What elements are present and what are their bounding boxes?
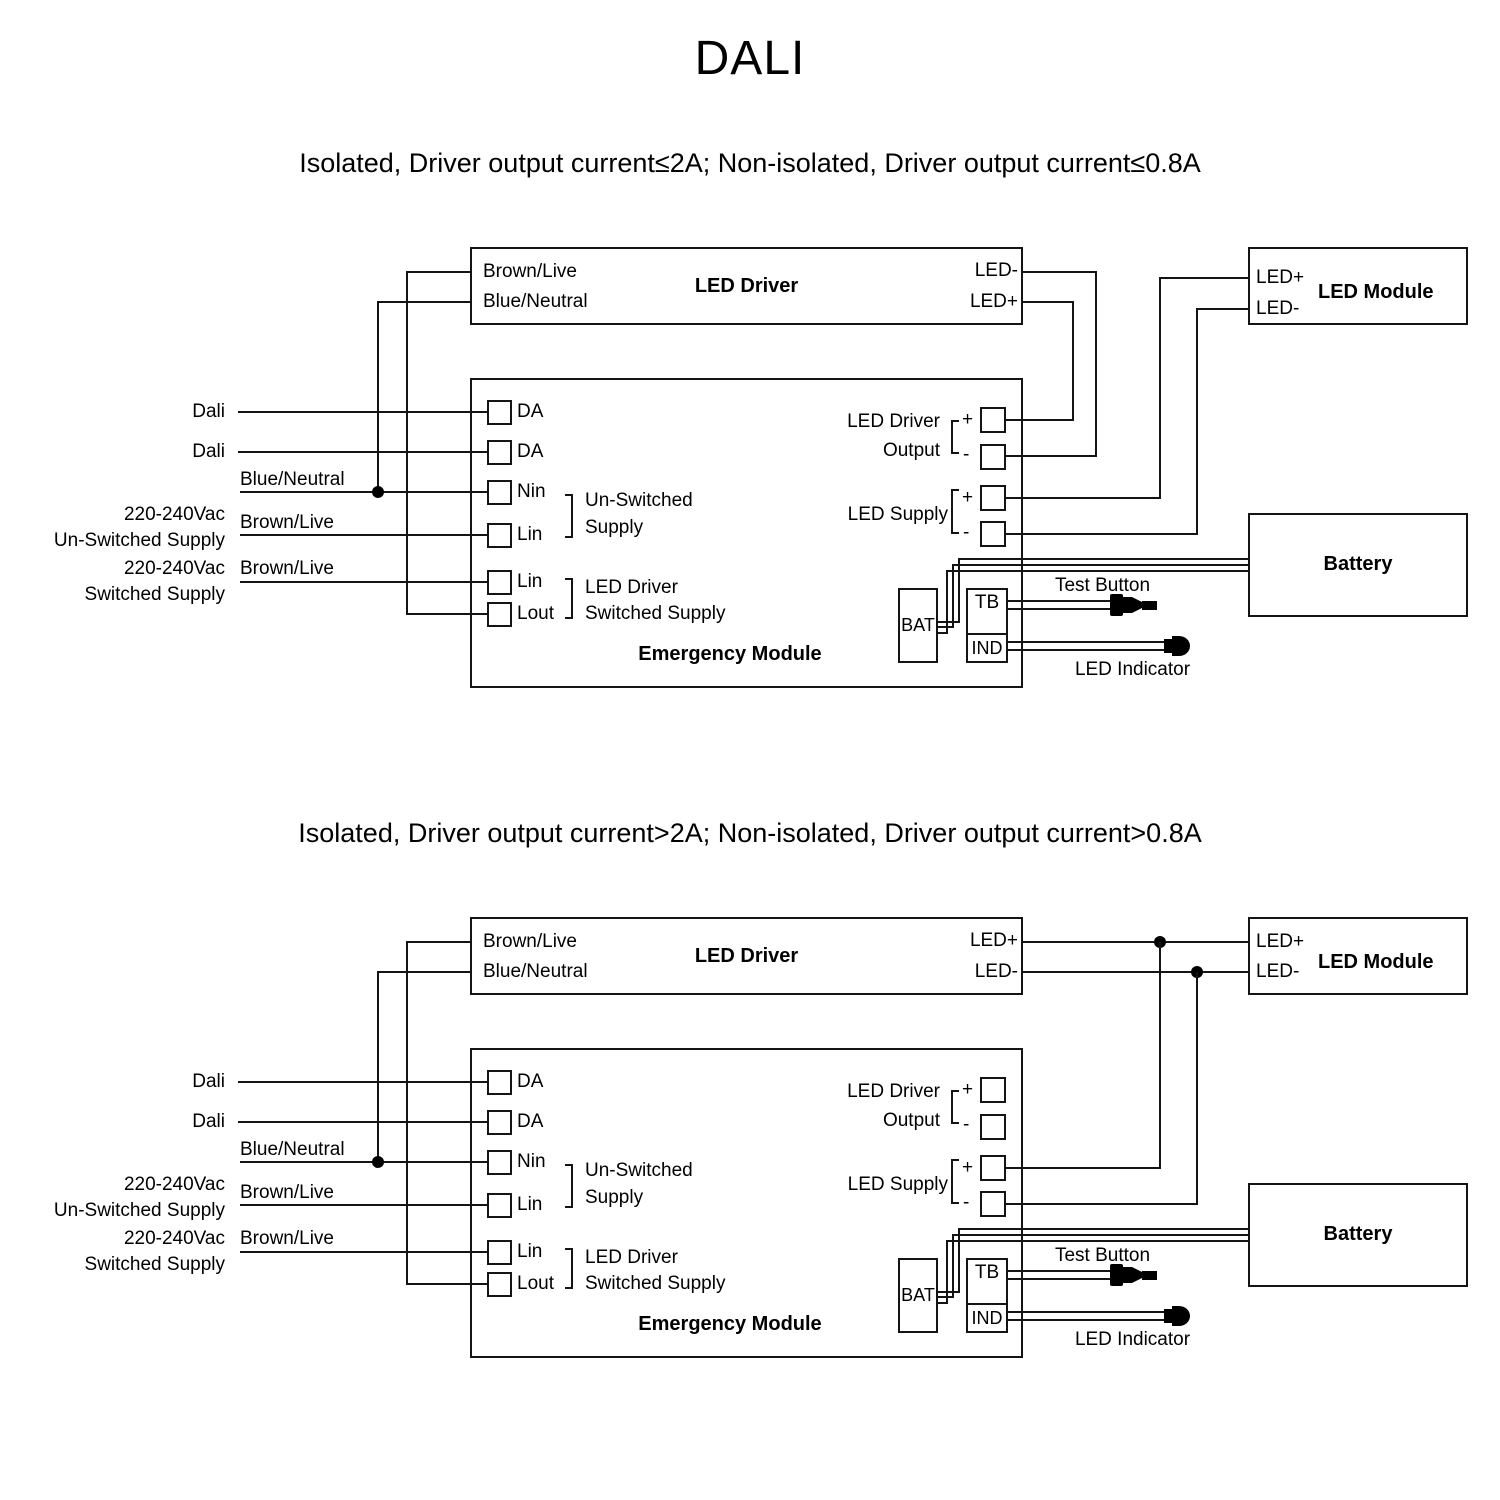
terminal-output-plus — [980, 407, 1006, 433]
label-bracket-switched-1: LED Driver — [585, 1247, 678, 1268]
label-unswitched-supply — [20, 502, 225, 554]
battery-wire1-stub — [938, 621, 960, 623]
emergency-module-title: Emergency Module — [638, 1313, 822, 1335]
wire-supplyminus-h — [1006, 1203, 1198, 1205]
wire-ledminus-direct — [1023, 971, 1248, 973]
wire-supplyplus-v — [1159, 277, 1161, 499]
battery-wire1-v — [958, 1228, 960, 1293]
led-module-terminal-minus: LED- — [1256, 298, 1300, 319]
label-switched-line1: 220-240Vac — [123, 1228, 225, 1249]
wire-ledplus-h1 — [1023, 301, 1074, 303]
wire-lout — [406, 1283, 487, 1285]
led-module-terminal-plus: LED+ — [1256, 931, 1305, 952]
tb-wire-2 — [1008, 608, 1112, 610]
label-led-driver-output-1: LED Driver — [847, 411, 940, 432]
terminal-da2 — [487, 440, 512, 465]
page-title: DALI — [694, 32, 806, 85]
led-indicator-label: LED Indicator — [1074, 659, 1191, 680]
label-unswitched-line2: Un-Switched Supply — [53, 1200, 225, 1221]
led-driver-output-top: LED- — [974, 260, 1018, 281]
bracket-unswitched — [565, 1164, 573, 1208]
label-bracket-unswitched-2: Supply — [585, 1187, 644, 1208]
emergency-module-box — [470, 1048, 1023, 1358]
trunk-blue-neutral — [377, 971, 379, 1163]
emergency-module-title: Emergency Module — [638, 643, 822, 665]
ind-label: IND — [971, 1308, 1003, 1328]
label-output-plus: + — [962, 409, 974, 430]
battery-wire3-h — [947, 1240, 1248, 1242]
terminal-label-da1: DA — [517, 401, 544, 422]
led-driver-output-bottom: LED+ — [969, 291, 1018, 312]
label-bracket-unswitched-2: Supply — [585, 517, 644, 538]
terminal-label-da2: DA — [517, 441, 544, 462]
terminal-supply-plus — [980, 1155, 1006, 1181]
label-switched-supply — [20, 1226, 225, 1278]
terminal-label-lin1: Lin — [517, 524, 543, 545]
emergency-module-box — [470, 378, 1023, 688]
terminal-lin2 — [487, 570, 512, 595]
tb-label: TB — [974, 592, 1000, 613]
wire-driver-neutral — [378, 971, 470, 973]
battery-wire2-h — [953, 564, 1248, 566]
label-brown-live-2: Brown/Live — [240, 1228, 334, 1249]
wire-dali-2 — [238, 451, 487, 453]
label-bracket-switched-1: LED Driver — [585, 577, 678, 598]
wire-supplyminus-h1 — [1006, 533, 1198, 535]
battery-title: Battery — [1323, 1223, 1393, 1245]
wire-brown-live-switched — [240, 581, 487, 583]
label-supply-plus: + — [962, 1157, 974, 1178]
test-button-label: Test Button — [1054, 1245, 1151, 1266]
label-supply-minus: - — [963, 1192, 970, 1213]
label-unswitched-line1: 220-240Vac — [123, 1174, 225, 1195]
label-supply-plus: + — [962, 487, 974, 508]
label-led-supply: LED Supply — [847, 1174, 948, 1195]
bracket-switched — [565, 1248, 573, 1289]
label-blue-neutral: Blue/Neutral — [240, 1139, 345, 1160]
terminal-label-lout: Lout — [517, 1273, 554, 1294]
led-driver-input-live: Brown/Live — [483, 261, 577, 282]
wire-driver-live — [406, 271, 470, 273]
led-module-terminal-minus: LED- — [1256, 961, 1300, 982]
wire-blue-neutral — [240, 1161, 487, 1163]
led-indicator-icon — [1164, 634, 1198, 658]
wire-supplyminus-h2 — [1196, 308, 1248, 310]
bracket-switched — [565, 578, 573, 619]
led-driver-output-top: LED+ — [969, 930, 1018, 951]
battery-wire3-stub — [938, 1302, 948, 1304]
terminal-lin1 — [487, 523, 512, 548]
wire-blue-neutral — [240, 491, 487, 493]
bat-label: BAT — [901, 1285, 935, 1305]
wire-ledminus-h2 — [1006, 455, 1097, 457]
terminal-supply-plus — [980, 485, 1006, 511]
battery-title: Battery — [1323, 553, 1393, 575]
ind-wire-1 — [1008, 641, 1168, 643]
battery-wire1-h — [959, 1228, 1248, 1230]
wire-ledminus-h1 — [1023, 271, 1097, 273]
label-brown-live-2: Brown/Live — [240, 558, 334, 579]
trunk-brown-live — [406, 941, 408, 1285]
label-output-minus: - — [963, 1114, 970, 1135]
label-led-driver-output-2: Output — [882, 440, 940, 461]
terminal-label-lin2: Lin — [517, 1241, 543, 1262]
label-switched-line1: 220-240Vac — [123, 558, 225, 579]
label-led-driver-output-1: LED Driver — [847, 1081, 940, 1102]
label-dali-1: Dali — [192, 1071, 225, 1092]
wire-ledminus-v — [1095, 271, 1097, 457]
diagram-low-current — [0, 0, 1500, 700]
led-driver-input-live: Brown/Live — [483, 931, 577, 952]
trunk-brown-live — [406, 271, 408, 615]
diagram2-subtitle: Isolated, Driver output current>2A; Non-isolated, Driver output current>0.8A — [298, 818, 1202, 848]
label-switched-line2: Switched Supply — [84, 1254, 225, 1275]
label-dali-2: Dali — [192, 441, 225, 462]
terminal-output-minus — [980, 444, 1006, 470]
bracket-unswitched — [565, 494, 573, 538]
battery-wire3-stub — [938, 632, 948, 634]
label-brown-live-1: Brown/Live — [240, 512, 334, 533]
diagram1-subtitle: Isolated, Driver output current≤2A; Non-isolated, Driver output current≤0.8A — [299, 148, 1201, 178]
label-output-plus: + — [962, 1079, 974, 1100]
wire-ledplus-h2 — [1006, 419, 1074, 421]
terminal-lin2 — [487, 1240, 512, 1265]
led-driver-title: LED Driver — [694, 275, 799, 297]
wire-lout — [406, 613, 487, 615]
wire-driver-live — [406, 941, 470, 943]
wire-driver-neutral — [378, 301, 470, 303]
label-switched-line2: Switched Supply — [84, 584, 225, 605]
battery-wire2-v — [952, 564, 954, 628]
label-led-driver-output-2: Output — [882, 1110, 940, 1131]
label-bracket-switched-2: Switched Supply — [585, 603, 726, 624]
wire-ledplus-direct — [1023, 941, 1248, 943]
terminal-output-minus — [980, 1114, 1006, 1140]
terminal-nin — [487, 480, 512, 505]
terminal-label-lin1: Lin — [517, 1194, 543, 1215]
wire-supplyplus-h — [1006, 1167, 1161, 1169]
led-module-terminal-plus: LED+ — [1256, 267, 1305, 288]
wire-brown-live-switched — [240, 1251, 487, 1253]
terminal-label-nin: Nin — [517, 481, 546, 502]
battery-wire3-v — [946, 570, 948, 634]
led-driver-input-neutral: Blue/Neutral — [483, 291, 588, 312]
label-output-minus: - — [963, 444, 970, 465]
junction-blue-neutral — [372, 1156, 384, 1168]
wire-supplyplus-h2 — [1159, 277, 1248, 279]
label-bracket-unswitched-1: Un-Switched — [585, 490, 693, 511]
terminal-da2 — [487, 1110, 512, 1135]
wire-supplyminus-v — [1196, 308, 1198, 535]
terminal-nin — [487, 1150, 512, 1175]
ind-wire-2 — [1008, 1319, 1168, 1321]
battery-wire3-v — [946, 1240, 948, 1304]
label-blue-neutral: Blue/Neutral — [240, 469, 345, 490]
wire-dali-2 — [238, 1121, 487, 1123]
tb-ind-divider — [966, 1303, 1008, 1305]
ind-label: IND — [971, 638, 1003, 658]
label-supply-minus: - — [963, 522, 970, 543]
terminal-label-lout: Lout — [517, 603, 554, 624]
led-indicator-label: LED Indicator — [1074, 1329, 1191, 1350]
wire-brown-live-unswitched — [240, 1204, 487, 1206]
led-indicator-icon — [1164, 1304, 1198, 1328]
battery-wire2-v — [952, 1234, 954, 1298]
terminal-label-da1: DA — [517, 1071, 544, 1092]
led-driver-output-bottom: LED- — [974, 961, 1018, 982]
battery-wire2-h — [953, 1234, 1248, 1236]
label-brown-live-1: Brown/Live — [240, 1182, 334, 1203]
tb-wire-1 — [1008, 1270, 1112, 1272]
terminal-output-plus — [980, 1077, 1006, 1103]
bracket-output — [951, 420, 959, 454]
bracket-output — [951, 1090, 959, 1124]
label-bracket-switched-2: Switched Supply — [585, 1273, 726, 1294]
bracket-supply — [951, 489, 959, 534]
terminal-lout — [487, 602, 512, 627]
terminal-label-nin: Nin — [517, 1151, 546, 1172]
tb-label: TB — [974, 1262, 1000, 1283]
led-module-title: LED Module — [1318, 281, 1434, 303]
label-unswitched-line1: 220-240Vac — [123, 504, 225, 525]
label-bracket-unswitched-1: Un-Switched — [585, 1160, 693, 1181]
tb-wire-2 — [1008, 1278, 1112, 1280]
diagram-high-current — [0, 670, 1500, 1370]
tb-wire-1 — [1008, 600, 1112, 602]
junction-blue-neutral — [372, 486, 384, 498]
label-dali-1: Dali — [192, 401, 225, 422]
terminal-lout — [487, 1272, 512, 1297]
terminal-supply-minus — [980, 521, 1006, 547]
terminal-label-da2: DA — [517, 1111, 544, 1132]
wire-dali-1 — [238, 1081, 487, 1083]
led-driver-title: LED Driver — [694, 945, 799, 967]
label-unswitched-line2: Un-Switched Supply — [53, 530, 225, 551]
tb-ind-divider — [966, 633, 1008, 635]
battery-wire1-stub — [938, 1291, 960, 1293]
wire-supplyplus-v — [1159, 942, 1161, 1169]
battery-wire3-h — [947, 570, 1248, 572]
led-driver-input-neutral: Blue/Neutral — [483, 961, 588, 982]
label-switched-supply — [20, 556, 225, 608]
terminal-label-lin2: Lin — [517, 571, 543, 592]
wire-supplyplus-h1 — [1006, 497, 1161, 499]
battery-wire1-h — [959, 558, 1248, 560]
terminal-supply-minus — [980, 1191, 1006, 1217]
wire-supplyminus-v — [1196, 972, 1198, 1205]
terminal-da1 — [487, 1070, 512, 1095]
test-button-label: Test Button — [1054, 575, 1151, 596]
label-unswitched-supply — [20, 1172, 225, 1224]
label-dali-2: Dali — [192, 1111, 225, 1132]
led-module-title: LED Module — [1318, 951, 1434, 973]
terminal-da1 — [487, 400, 512, 425]
trunk-blue-neutral — [377, 301, 379, 493]
bracket-supply — [951, 1159, 959, 1204]
wire-brown-live-unswitched — [240, 534, 487, 536]
label-led-supply: LED Supply — [847, 504, 948, 525]
wire-ledplus-v — [1072, 301, 1074, 421]
wire-dali-1 — [238, 411, 487, 413]
ind-wire-1 — [1008, 1311, 1168, 1313]
battery-wire1-v — [958, 558, 960, 623]
terminal-lin1 — [487, 1193, 512, 1218]
ind-wire-2 — [1008, 649, 1168, 651]
bat-label: BAT — [901, 615, 935, 635]
